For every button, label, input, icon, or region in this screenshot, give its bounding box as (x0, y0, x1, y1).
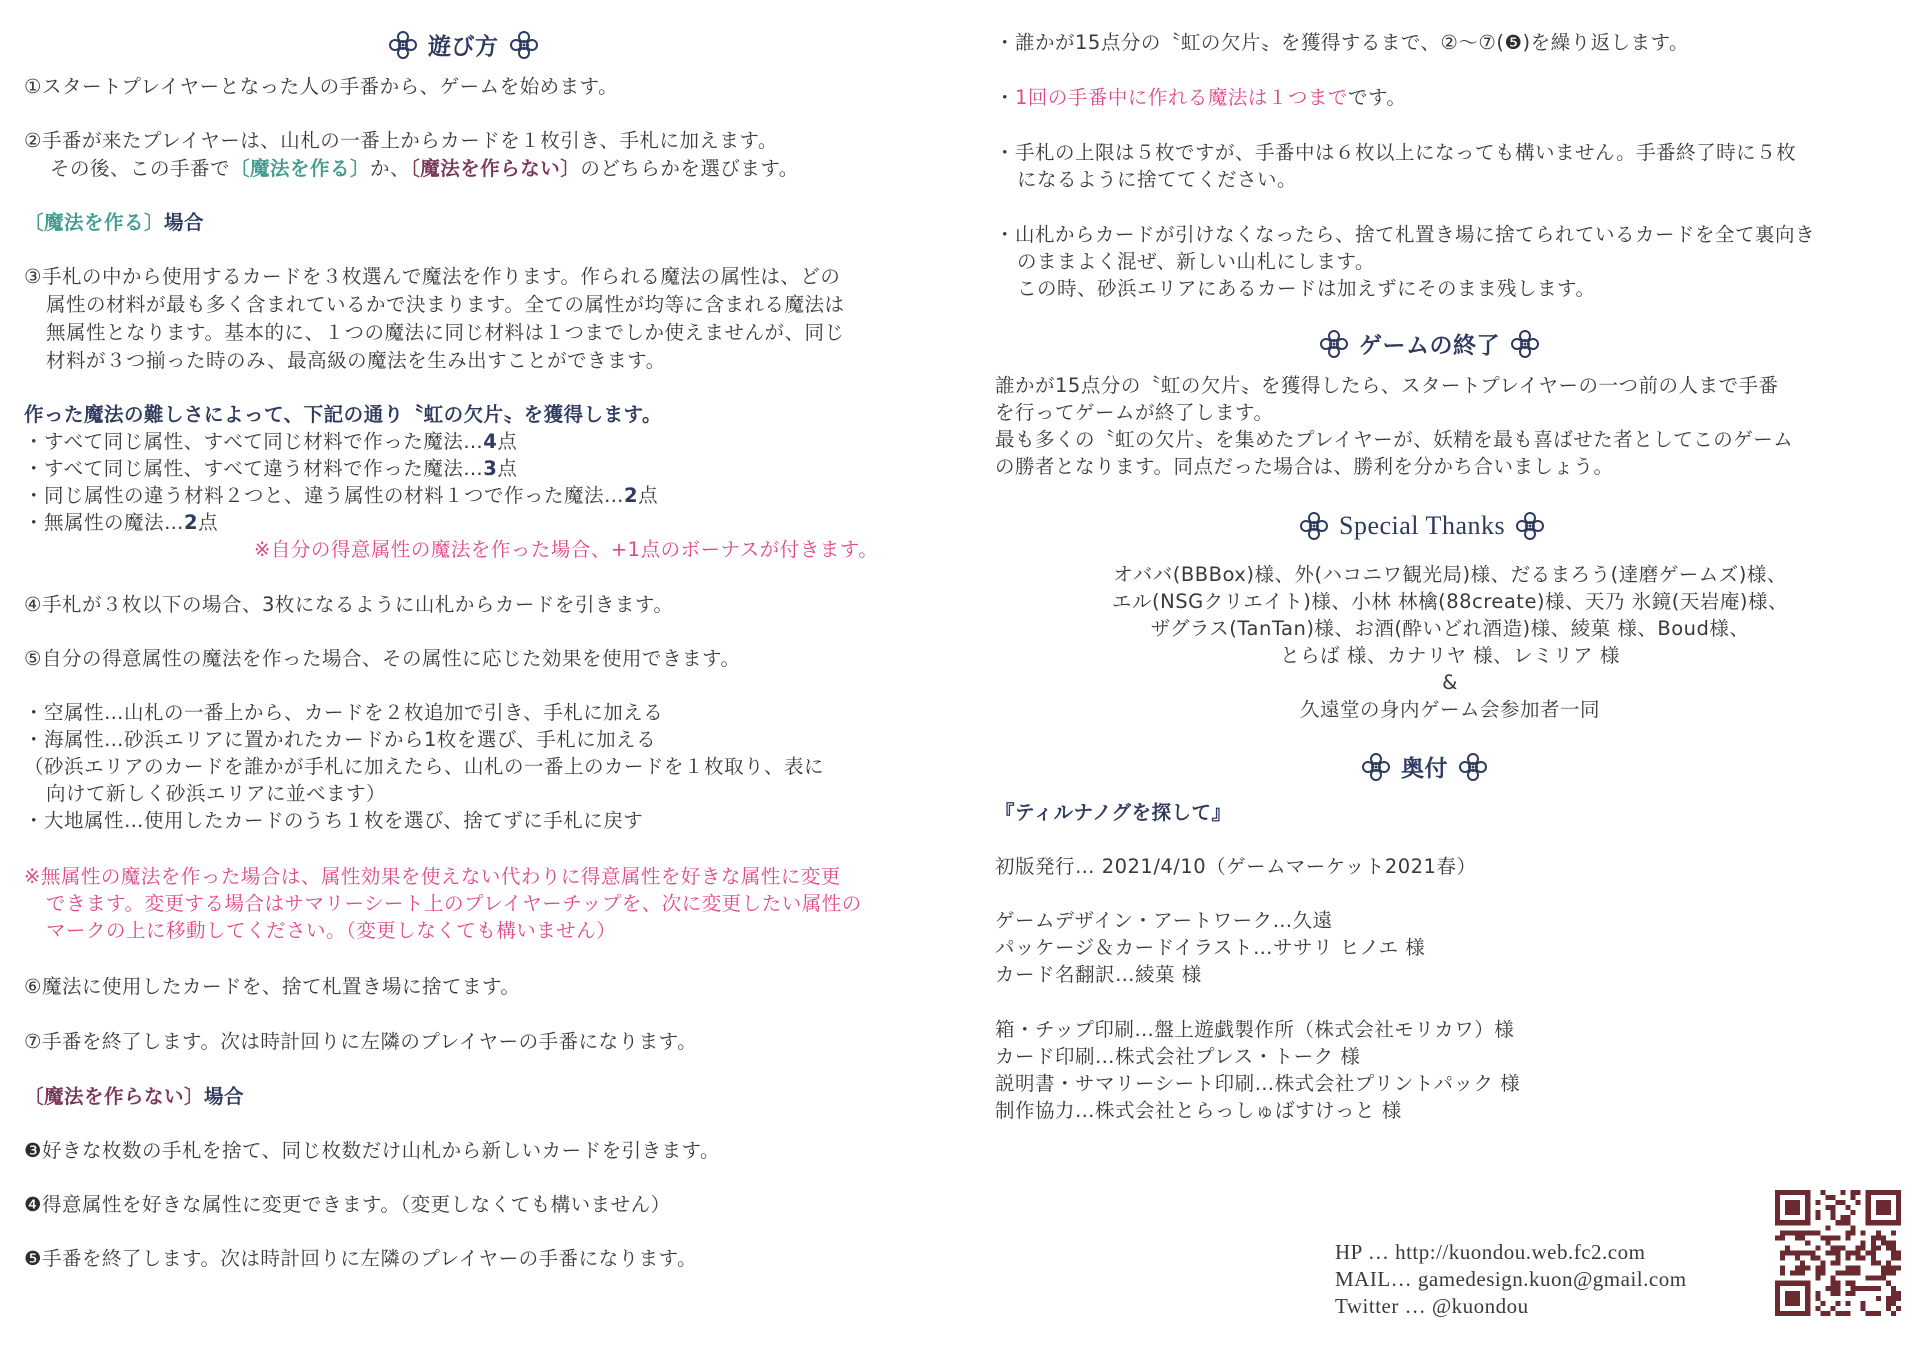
case-suffix: 場合 (164, 211, 205, 234)
text: か、 (370, 157, 411, 180)
bullet: ・ (995, 86, 1016, 109)
game-end-heading (1315, 327, 1544, 360)
credit-line: 制作協力…株式会社とらっしゅばすけっと 様 (995, 1099, 1402, 1122)
heading-text: 奥付 (1401, 756, 1448, 782)
thanks-line: エル(NSGクリエイト)様、小林 林檎(88create)様、天乃 氷鏡(天岩庵)様、 (1112, 590, 1788, 613)
text: のどちらかを選びます。 (580, 157, 799, 180)
no-magic-step-4 (24, 1192, 671, 1218)
thanks-line: とらば 様、カナリヤ 様、レミリア 様 (1280, 644, 1620, 667)
contact-mail[interactable]: MAIL… gamedesign.kuon@gmail.com (1335, 1267, 1687, 1291)
special-thanks-heading (1295, 510, 1549, 542)
thanks-line: 久遠堂の身内ゲーム会参加者一同 (1299, 698, 1600, 721)
heading-text: ゲームの終了 (1359, 333, 1500, 359)
credit-line: 箱・チップ印刷…盤上遊戯製作所（株式会社モリカワ）様 (995, 1018, 1515, 1041)
deck-empty-rule: この時、砂浜エリアにあるカードは加えずにそのまま残します。 (1017, 277, 1596, 300)
celtic-knot-icon (1454, 751, 1492, 783)
repeat-rule (995, 30, 1689, 56)
credit-line: カード印刷…株式会社プレス・トーク 様 (995, 1045, 1361, 1068)
text: ・同じ属性の違う材料２つと、違う属性の材料１つで作った魔法… (24, 484, 625, 507)
credit-line: ゲームデザイン・アートワーク…久遠 (995, 909, 1333, 932)
points: 4 (483, 430, 498, 453)
score-item (24, 429, 517, 455)
celtic-knot-icon (1511, 510, 1549, 542)
game-title: 『ティルナノグを探して』 (995, 801, 1232, 824)
no-magic-label: 〔魔法を作らない〕 (24, 1085, 205, 1108)
hand-limit-rule: ・手札の上限は５枚ですが、手番中は６枚以上になっても構いません。手番終了時に５枚 (995, 141, 1797, 164)
step-number: ❺ (24, 1247, 42, 1270)
step-6: ⑥魔法に使用したカードを、捨て札置き場に捨てます。 (24, 975, 521, 998)
points: 3 (483, 457, 498, 480)
unit: 点 (638, 484, 659, 507)
contact-hp[interactable]: HP … http://kuondou.web.fc2.com (1335, 1240, 1646, 1264)
thanks-line: ザグラス(TanTan)様、お酒(酔いどれ酒造)様、綾菓 様、Boud様、 (1150, 617, 1750, 640)
null-attr-note: ※無属性の魔法を作った場合は、属性効果を使えない代わりに得意属性を好きな属性に変更 (24, 865, 841, 888)
unit: 点 (497, 457, 518, 480)
thanks-line: オババ(BBBox)様、外(ハコニワ観光局)様、だるまろう(達磨ゲームズ)様、 (1113, 563, 1787, 586)
no-magic-step-5 (24, 1246, 697, 1272)
step-4: ④手札が３枚以下の場合、3枚になるように山札からカードを引きます。 (24, 593, 674, 616)
effect-line: 向けて新しく砂浜エリアに並べます） (46, 782, 387, 805)
text: その後、この手番で (50, 157, 231, 180)
how-to-play-heading (384, 28, 543, 61)
qr-code[interactable] (1775, 1190, 1901, 1316)
effect-line: （砂浜エリアのカードを誰かが手札に加えたら、山札の一番上のカードを１枚取り、表に (24, 755, 825, 778)
game-end-text: を行ってゲームが終了します。 (995, 401, 1274, 424)
unit: 点 (497, 430, 518, 453)
unit: 点 (198, 511, 219, 534)
text: ・すべて同じ属性、すべて違う材料で作った魔法… (24, 457, 484, 480)
step-3-line: ③手札の中から使用するカードを３枚選んで魔法を作ります。作られる魔法の属性は、どの (24, 265, 841, 288)
step-7: ⑦手番を終了します。次は時計回りに左隣のプレイヤーの手番になります。 (24, 1030, 698, 1053)
points: 2 (624, 484, 639, 507)
thanks-ampersand: & (1442, 671, 1458, 694)
case-suffix: 場合 (204, 1085, 245, 1108)
no-magic-label: 〔魔法を作らない〕 (410, 157, 581, 180)
step-number: ❸ (24, 1139, 42, 1162)
step-number: ❺ (1504, 31, 1523, 54)
first-edition: 初版発行… 2021/4/10（ゲームマーケット2021春） (995, 855, 1477, 878)
score-heading: 作った魔法の難しさによって、下記の通り〝虹の欠片〟を獲得します。 (24, 403, 663, 426)
make-magic-case-heading (24, 210, 204, 236)
text: ・無属性の魔法… (24, 511, 185, 534)
text: 手番を終了します。次は時計回りに左隣のプレイヤーの手番になります。 (41, 1247, 698, 1270)
credit-line: カード名翻訳…綾菓 様 (995, 963, 1202, 986)
celtic-knot-icon (1357, 751, 1395, 783)
highlight-text: 1回の手番中に作れる魔法は１つまで (1015, 86, 1348, 109)
text: です。 (1347, 86, 1407, 109)
celtic-knot-icon (1295, 510, 1333, 542)
make-magic-label: 〔魔法を作る〕 (230, 157, 371, 180)
game-end-text: の勝者となります。同点だった場合は、勝利を分かち合いましょう。 (995, 455, 1614, 478)
text: 得意属性を好きな属性に変更できます。（変更しなくても構いません） (41, 1193, 671, 1216)
credit-line: パッケージ＆カードイラスト…ササリ ヒノエ 様 (995, 936, 1426, 959)
credit-line: 説明書・サマリーシート印刷…株式会社プリントパック 様 (995, 1072, 1521, 1095)
celtic-knot-icon (1506, 328, 1544, 360)
step-3-line: 無属性となります。基本的に、１つの魔法に同じ材料は１つまでしか使えませんが、同じ (46, 321, 845, 344)
heading-text: 遊び方 (428, 34, 499, 60)
step-3-line: 属性の材料が最も多く含まれているかで決まります。全ての属性が均等に含まれる魔法は (46, 293, 845, 316)
effect-line: ・海属性…砂浜エリアに置かれたカードから1枚を選び、手札に加える (24, 728, 657, 751)
null-attr-note: できます。変更する場合はサマリーシート上のプレイヤーチップを、次に変更したい属性の (46, 892, 862, 915)
make-magic-label: 〔魔法を作る〕 (24, 211, 165, 234)
text: 好きな枚数の手札を捨て、同じ枚数だけ山札から新しいカードを引きます。 (41, 1139, 721, 1162)
step-number: ❹ (24, 1193, 42, 1216)
one-magic-rule (995, 85, 1406, 111)
celtic-knot-icon (384, 29, 422, 61)
step-2: ②手番が来たプレイヤーは、山札の一番上からカードを１枚引き、手札に加えます。 (24, 129, 778, 152)
no-magic-step-3 (24, 1138, 720, 1164)
effect-line: ・空属性…山札の一番上から、カードを２枚追加で引き、手札に加える (24, 701, 664, 724)
score-item (24, 483, 658, 509)
heading-text: Special Thanks (1339, 511, 1506, 540)
step-1: ①スタートプレイヤーとなった人の手番から、ゲームを始めます。 (24, 75, 619, 98)
colophon-heading (1357, 750, 1492, 783)
score-item (24, 456, 517, 482)
step-5: ⑤自分の得意属性の魔法を作った場合、その属性に応じた効果を使用できます。 (24, 647, 741, 670)
score-item (24, 510, 218, 536)
bonus-note: ※自分の得意属性の魔法を作った場合、+1点のボーナスが付きます。 (254, 538, 879, 561)
points: 2 (184, 511, 199, 534)
game-end-text: 誰かが15点分の〝虹の欠片〟を獲得したら、スタートプレイヤーの一つ前の人まで手番 (995, 374, 1779, 397)
step-2-choice (50, 156, 799, 182)
celtic-knot-icon (1315, 328, 1353, 360)
deck-empty-rule: のままよく混ぜ、新しい山札にします。 (1017, 250, 1375, 273)
step-3-line: 材料が３つ揃った時のみ、最高級の魔法を生み出すことができます。 (46, 349, 666, 372)
text: ・誰かが15点分の〝虹の欠片〟を獲得するまで、②～⑦( (995, 31, 1505, 54)
text: )を繰り返します。 (1522, 31, 1690, 54)
no-magic-case-heading (24, 1084, 244, 1110)
deck-empty-rule: ・山札からカードが引けなくなったら、捨て札置き場に捨てられているカードを全て裏向き (995, 223, 1816, 246)
game-end-text: 最も多くの〝虹の欠片〟を集めたプレイヤーが、妖精を最も喜ばせた者としてこのゲーム (995, 428, 1794, 451)
hand-limit-rule: になるように捨ててください。 (1017, 168, 1298, 191)
text: ・すべて同じ属性、すべて同じ材料で作った魔法… (24, 430, 484, 453)
contact-twitter[interactable]: Twitter … @kuondou (1335, 1294, 1529, 1318)
celtic-knot-icon (505, 29, 543, 61)
effect-line: ・大地属性…使用したカードのうち１枚を選び、捨てずに手札に戻す (24, 809, 644, 832)
null-attr-note: マークの上に移動してください。（変更しなくても構いません） (46, 919, 617, 942)
